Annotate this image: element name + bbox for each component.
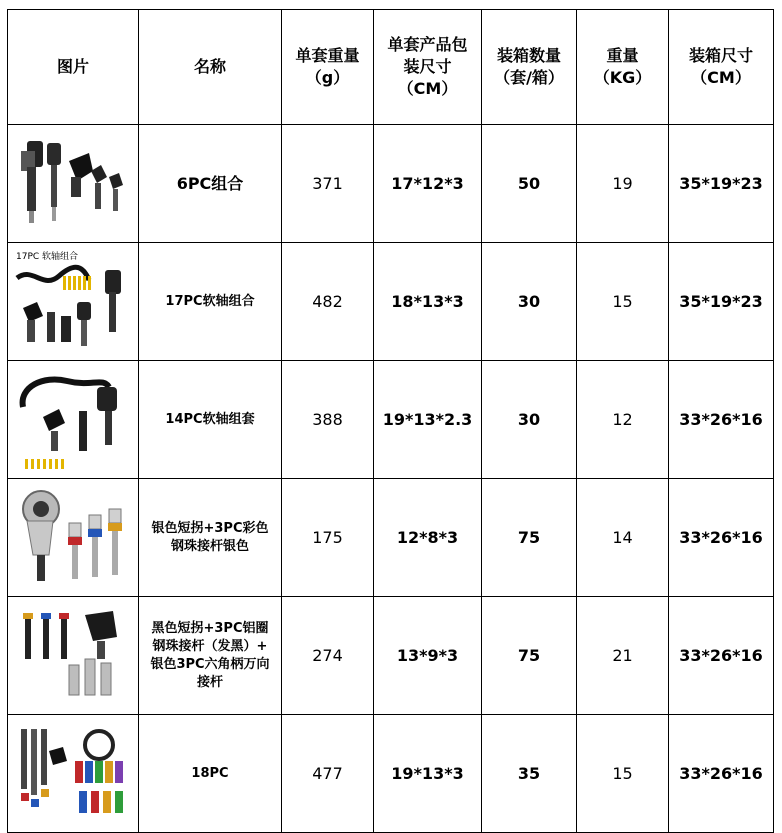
flexible-shaft-with-right-angle-icon [13,367,133,472]
box-size: 33*26*16 [669,479,774,597]
header-set-weight: 单套重量 （g） [282,10,374,125]
product-name: 14PC软轴组套 [139,361,282,479]
set-weight: 371 [282,125,374,243]
table-row [8,597,774,715]
header-box-size: 装箱尺寸 （CM） [669,10,774,125]
set-weight: 482 [282,243,374,361]
box-qty: 35 [482,715,577,833]
pack-size: 17*12*3 [374,125,482,243]
table-row [8,715,774,833]
box-qty: 75 [482,479,577,597]
product-name: 18PC [139,715,282,833]
set-weight: 388 [282,361,374,479]
product-image-cell [8,243,139,361]
set-weight: 274 [282,597,374,715]
set-weight: 175 [282,479,374,597]
product-image-cell [8,715,139,833]
header-pack-size: 单套产品包 装尺寸 （CM） [374,10,482,125]
header-weight-kg: 重量 （KG） [577,10,669,125]
weight-kg: 14 [577,479,669,597]
weight-kg: 21 [577,597,669,715]
set-weight: 477 [282,715,374,833]
image-caption: 17PC 软轴组合 [16,252,79,262]
weight-kg: 19 [577,125,669,243]
box-qty: 30 [482,361,577,479]
table-row [8,243,774,361]
table-row [8,361,774,479]
box-size: 33*26*16 [669,715,774,833]
table-row [8,125,774,243]
black-right-angle-with-universal-joints-icon [13,603,133,708]
silver-right-angle-with-colored-adapters-icon [13,485,133,590]
socket-adapter-set-on-ring-icon [13,721,133,826]
weight-kg: 15 [577,243,669,361]
box-qty: 50 [482,125,577,243]
right-angle-drill-attachment-icon [13,131,133,236]
table-row [8,479,774,597]
box-size: 33*26*16 [669,597,774,715]
product-table [7,9,774,833]
product-image-cell [8,479,139,597]
box-qty: 30 [482,243,577,361]
box-size: 35*19*23 [669,125,774,243]
box-qty: 75 [482,597,577,715]
product-image-cell [8,361,139,479]
header-box-qty: 装箱数量 （套/箱） [482,10,577,125]
product-name: 银色短拐+3PC彩色 钢珠接杆银色 [139,479,282,597]
pack-size: 19*13*3 [374,715,482,833]
product-name: 6PC组合 [139,125,282,243]
box-size: 33*26*16 [669,361,774,479]
pack-size: 12*8*3 [374,479,482,597]
pack-size: 19*13*2.3 [374,361,482,479]
box-size: 35*19*23 [669,243,774,361]
flexible-shaft-set-icon [13,262,133,354]
header-row [8,10,774,125]
pack-size: 18*13*3 [374,243,482,361]
product-name: 17PC软轴组合 [139,243,282,361]
weight-kg: 15 [577,715,669,833]
weight-kg: 12 [577,361,669,479]
product-name: 黑色短拐+3PC铝圈 钢珠接杆（发黑）+ 银色3PC六角柄万向 接杆 [139,597,282,715]
header-name: 名称 [139,10,282,125]
pack-size: 13*9*3 [374,597,482,715]
product-image-cell [8,597,139,715]
header-image: 图片 [8,10,139,125]
product-image-cell [8,125,139,243]
